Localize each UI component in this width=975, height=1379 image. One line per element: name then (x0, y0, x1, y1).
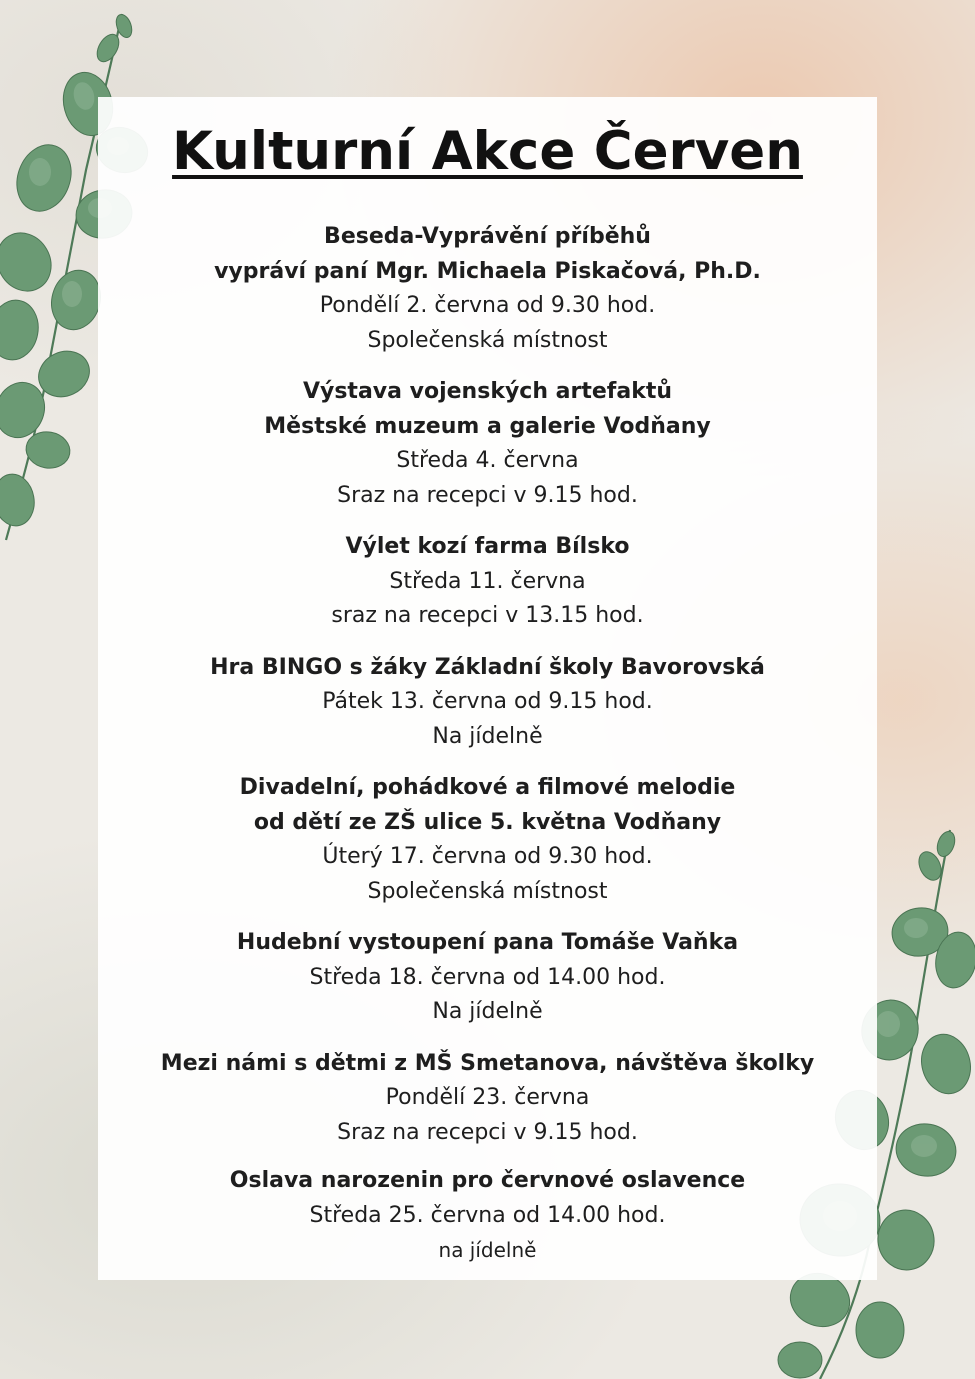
page-title: Kulturní Akce Červen (172, 121, 803, 182)
event-title: Hra BINGO s žáky Základní školy Bavorovská (210, 654, 765, 680)
event-location: Na jídelně (432, 999, 543, 1024)
event-title: Mezi námi s dětmi z MŠ Smetanova, návštěva školky (160, 1050, 815, 1076)
event-item (0, 651, 975, 755)
event-item (0, 530, 975, 634)
event-location: Na jídelně (432, 723, 543, 749)
event-item (0, 926, 975, 1030)
event-date: Úterý 17. června od 9.30 hod. (322, 844, 653, 869)
event-date: Středa 4. června (396, 448, 579, 473)
event-location: Společenská místnost (367, 878, 608, 904)
event-subtitle: Městské muzeum a galerie Vodňany (264, 413, 711, 439)
event-item (0, 771, 975, 909)
event-date: Středa 25. června od 14.00 hod. (309, 1202, 666, 1228)
event-date: Pondělí 23. června (385, 1085, 590, 1110)
event-location: na jídelně (438, 1238, 537, 1262)
event-title: Hudební vystoupení pana Tomáše Vaňka (236, 930, 739, 955)
event-item (0, 375, 975, 513)
event-title: Výstava vojenských artefaktů (302, 379, 673, 404)
event-title: Oslava narozenin pro červnové oslavence (229, 1168, 746, 1193)
event-location: Sraz na recepci v 9.15 hod. (337, 482, 638, 508)
event-subtitle: od dětí ze ZŠ ulice 5. května Vodňany (253, 809, 722, 835)
event-item (0, 220, 975, 358)
event-title: Výlet kozí farma Bílsko (345, 534, 630, 559)
event-location: sraz na recepci v 13.15 hod. (331, 603, 644, 628)
event-list (0, 220, 975, 1284)
event-location: Sraz na recepci v 9.15 hod. (337, 1119, 638, 1145)
event-date: Středa 11. června (389, 568, 586, 594)
event-date: Pátek 13. června od 9.15 hod. (322, 689, 653, 714)
event-item (0, 1164, 975, 1268)
event-date: Středa 18. června od 14.00 hod. (309, 964, 666, 990)
event-title: Divadelní, pohádkové a filmové melodie (239, 775, 736, 800)
event-location: Společenská místnost (367, 327, 608, 353)
event-title: Beseda-Vyprávění příběhů (324, 224, 651, 249)
event-item (0, 1047, 975, 1151)
event-subtitle: vypráví paní Mgr. Michaela Piskačová, Ph.D. (214, 258, 761, 284)
event-date: Pondělí 2. června od 9.30 hod. (319, 293, 656, 318)
